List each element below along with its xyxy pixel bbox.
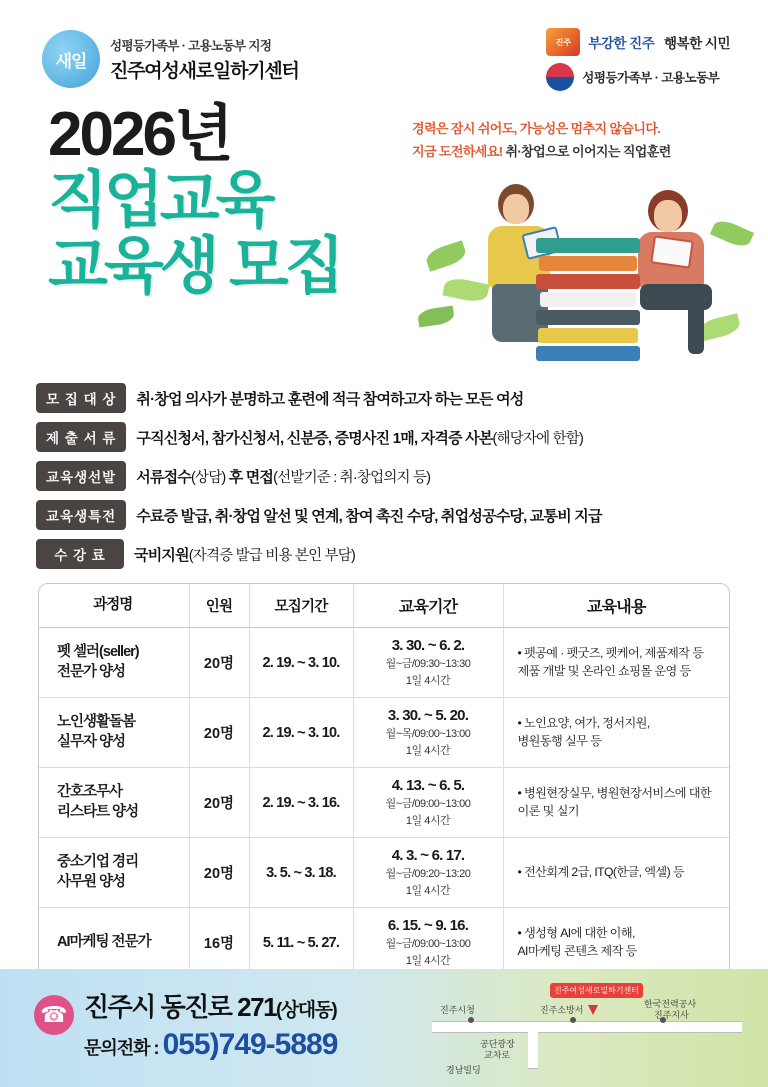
cell-edu-content [503, 838, 729, 908]
edu-period-main: 6. 15. ~ 9. 16. [387, 917, 469, 934]
th-apply-period: 모집기간 [249, 584, 353, 628]
course-name-line2: 전문가 양성 [57, 663, 126, 680]
edu-period-sub1: 월~금/09:00~13:00 [385, 798, 471, 810]
edu-content-line1: • 병원현장실무, 병원현장서비스에 대한 [517, 785, 712, 800]
info-row [36, 500, 736, 530]
map-label-gyeongnam-building: 경남빌딩 [446, 1065, 481, 1075]
cell-capacity: 20명 [189, 838, 249, 908]
edu-period-sub2: 1일 4시간 [405, 815, 451, 827]
cell-capacity: 20명 [189, 628, 249, 698]
info-list [36, 383, 736, 569]
edu-period-sub2: 1일 4시간 [405, 675, 451, 687]
address-main: 진주시 동진로 271 [84, 992, 277, 1022]
info-value [136, 505, 601, 526]
cell-capacity: 20명 [189, 698, 249, 768]
ministry-label: 성평등가족부 · 고용노동부 [582, 71, 720, 85]
map-dot [570, 1017, 576, 1023]
course-name-line1: 중소기업 경리 [57, 853, 139, 870]
course-name-line1: 노인생활돌봄 [57, 713, 136, 730]
tel-label: 문의전화 : [84, 1038, 163, 1058]
cell-apply-period: 2. 19. ~ 3. 10. [249, 698, 353, 768]
info-row [36, 383, 736, 413]
cell-edu-content [503, 628, 729, 698]
info-row [36, 539, 736, 569]
th-capacity: 인원 [189, 584, 249, 628]
map-label-city-hall: 진주시청 [440, 1005, 475, 1015]
center-logo [42, 30, 299, 88]
tagline-line2-dark: 취·창업으로 이어지는 직업훈련 [505, 144, 671, 159]
edu-period-sub2: 1일 4시간 [405, 885, 451, 897]
center-logo-text [110, 36, 299, 83]
title-area [0, 100, 768, 369]
ministry-row [546, 63, 730, 91]
edu-content-line2: 이론 및 실기 [517, 803, 579, 818]
cell-edu-content [503, 768, 729, 838]
cell-capacity: 16명 [189, 908, 249, 978]
cell-course-name [39, 628, 189, 698]
center-logo-line2: 진주여성새로일하기센터 [110, 60, 299, 82]
th-edu-period: 교육기간 [353, 584, 503, 628]
course-name-line2: 실무자 양성 [57, 733, 126, 750]
address-line [84, 987, 337, 1024]
edu-period-sub1: 월~목/09:00~13:00 [385, 728, 471, 740]
info-tag: 수 강 료 [36, 539, 124, 569]
cell-edu-content [503, 908, 729, 978]
edu-period-sub1: 월~금/09:00~13:00 [385, 938, 471, 950]
telephone-line [84, 1028, 337, 1062]
tel-number[interactable]: 055)749-5889 [162, 1028, 338, 1061]
jinju-slogan [588, 32, 730, 52]
info-value-text2: 후 면접 [228, 468, 274, 486]
info-value-text: 국비지원 [134, 546, 189, 564]
cell-apply-period: 5. 11. ~ 5. 27. [249, 908, 353, 978]
info-value-text: 서류접수 [136, 468, 191, 486]
cell-course-name [39, 838, 189, 908]
th-course-name: 과정명 [39, 584, 189, 628]
map-dot [468, 1017, 474, 1023]
cell-edu-period [353, 628, 503, 698]
students-illustration [418, 150, 748, 365]
info-value-note: (자격증 발급 비용 본인 부담) [188, 547, 356, 564]
tagline-line2-orange: 지금 도전하세요! [412, 144, 506, 159]
info-value-note: (상담) [190, 469, 229, 486]
phone-icon: ☎ [34, 995, 74, 1035]
center-logo-line1: 성평등가족부 · 고용노동부 지정 [110, 38, 272, 53]
cell-edu-period [353, 698, 503, 768]
leaf-icon [417, 306, 455, 328]
cell-edu-content [503, 698, 729, 768]
map-center-label: 진주여성새로일하기센터 [550, 983, 643, 998]
map-pin-icon [588, 1005, 598, 1015]
edu-content-line2: 제품 개발 및 온라인 쇼핑몰 운영 등 [517, 663, 691, 678]
map-label-kepco-line1: 한국전력공사 [644, 999, 697, 1009]
cell-apply-period: 3. 5. ~ 3. 18. [249, 838, 353, 908]
info-value [136, 427, 583, 448]
info-row [36, 422, 736, 452]
edu-period-main: 4. 3. ~ 6. 17. [391, 847, 465, 864]
info-tag: 교육생선발 [36, 461, 126, 491]
edu-period-sub2: 1일 4시간 [405, 745, 451, 757]
poster-title-line1: 직업교육 [48, 166, 272, 235]
th-edu-content: 교육내용 [503, 584, 729, 628]
info-value-note2: (선발기준 : 취·창업의지 등) [273, 469, 431, 486]
info-value [136, 388, 523, 409]
cell-course-name [39, 698, 189, 768]
jinju-slogan-dark: 행복한 시민 [664, 36, 730, 51]
cell-apply-period: 2. 19. ~ 3. 16. [249, 768, 353, 838]
edu-content-line2: 병원동행 실무 등 [517, 733, 602, 748]
map-label-fire-station: 진주소방서 [540, 1005, 584, 1015]
table-row [39, 698, 729, 768]
taegeuk-icon [546, 63, 574, 91]
edu-content-line1: • 전산회계 2급, ITQ(한글, 엑셀) 등 [517, 864, 685, 879]
map-road-vertical [528, 1021, 538, 1069]
cell-capacity: 20명 [189, 768, 249, 838]
table-row [39, 908, 729, 978]
info-value-text: 취·창업 의사가 분명하고 훈련에 적극 참여하고자 하는 모든 여성 [136, 390, 524, 408]
course-name-line1: 펫 셀러(seller) [57, 643, 139, 660]
contact-block [34, 987, 337, 1062]
cell-edu-period [353, 768, 503, 838]
table-row [39, 768, 729, 838]
edu-period-main: 4. 13. ~ 6. 5. [391, 777, 465, 794]
edu-period-sub1: 월~금/09:30~13:30 [385, 658, 471, 670]
poster-title-line2: 교육생 모집 [48, 231, 341, 301]
cell-course-name [39, 768, 189, 838]
info-value-text: 구직신청서, 참가신청서, 신분증, 증명사진 1매, 자격증 사본 [136, 429, 493, 447]
table-row [39, 838, 729, 908]
info-value-text: 수료증 발급, 취·창업 알선 및 연계, 참여 촉진 수당, 취업성공수당, 교통비 지급 [136, 507, 602, 525]
course-name-line1: AI마케팅 전문가 [57, 933, 151, 950]
info-tag: 모 집 대 상 [36, 383, 126, 413]
info-tag: 교육생특전 [36, 500, 126, 530]
edu-period-sub1: 월~금/09:20~13:20 [385, 868, 471, 880]
address-sub: (상대동) [276, 1000, 337, 1021]
info-value-note: (해당자에 한함) [492, 430, 584, 447]
cell-edu-period [353, 908, 503, 978]
contact-text [84, 987, 337, 1062]
poster-header [0, 0, 768, 100]
info-row [36, 461, 736, 491]
jinju-emblem-icon: 진주 [546, 28, 580, 56]
cell-course-name [39, 908, 189, 978]
edu-content-line1: • 생성형 AI에 대한 이해, [517, 925, 635, 940]
map-label-kepco-line2: 진주지사 [654, 1010, 689, 1020]
map-label-plaza-line2: 교차로 [484, 1050, 511, 1060]
map-label-plaza-line1: 공단광장 [480, 1039, 515, 1049]
edu-content-line1: • 노인요양, 여가, 정서지원, [517, 715, 650, 730]
edu-period-sub2: 1일 4시간 [405, 955, 451, 967]
course-name-line1: 간호조무사 [57, 783, 123, 800]
info-tag: 제 출 서 류 [36, 422, 126, 452]
table-row [39, 628, 729, 698]
course-name-line2: 사무원 양성 [57, 873, 126, 890]
location-map [422, 981, 752, 1077]
edu-period-main: 3. 30. ~ 6. 2. [391, 637, 465, 654]
info-value [136, 466, 430, 487]
course-table [38, 583, 730, 978]
leaf-icon [424, 240, 468, 271]
edu-content-line2: AI마케팅 콘텐츠 제작 등 [517, 943, 637, 958]
poster-year: 2026년 [48, 100, 231, 169]
jinju-slogan-blue: 부강한 진주 [588, 36, 655, 51]
map-road-horizontal [432, 1021, 742, 1033]
poster-footer [0, 969, 768, 1087]
tagline-line1: 경력은 잠시 쉬어도, 가능성은 멈추지 않습니다. [412, 121, 661, 136]
book-stack-icon [536, 235, 640, 361]
table-header-row [39, 584, 729, 628]
edu-content-line1: • 펫공예 · 펫굿즈, 펫케어, 제품제작 등 [517, 645, 704, 660]
course-name-line2: 리스타트 양성 [57, 803, 139, 820]
jinju-city-row [546, 28, 730, 56]
saeil-logo-icon: 새일 [42, 30, 100, 88]
cell-apply-period: 2. 19. ~ 3. 10. [249, 628, 353, 698]
cell-edu-period [353, 838, 503, 908]
edu-period-main: 3. 30. ~ 5. 20. [387, 707, 469, 724]
gov-identity [546, 28, 730, 98]
info-value [134, 544, 355, 565]
